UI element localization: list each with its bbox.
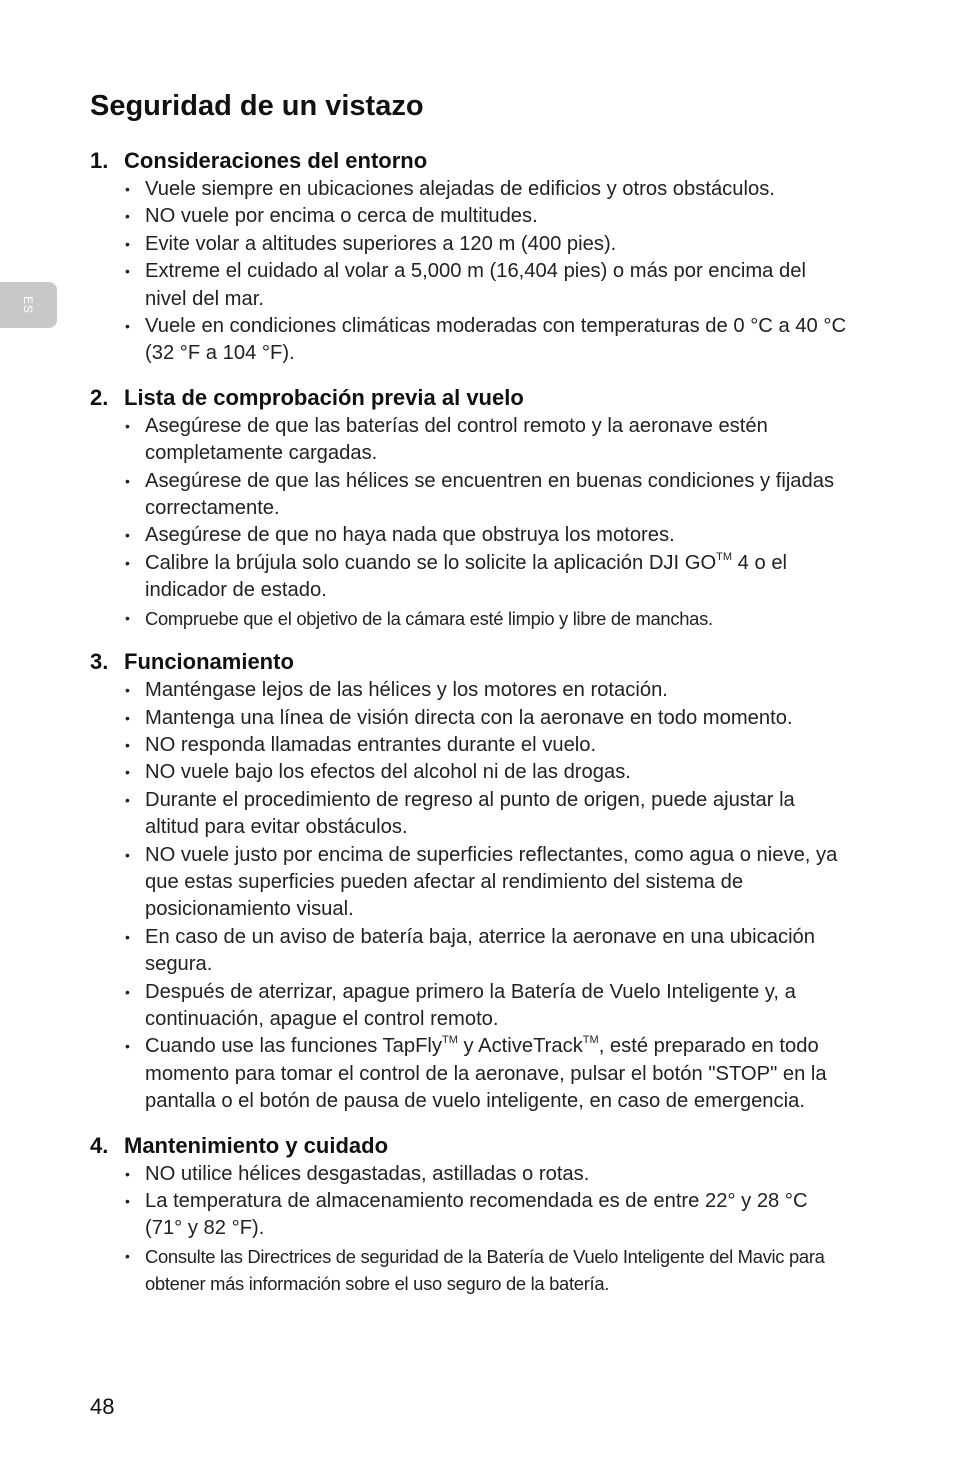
item-text: Calibre la brújula solo cuando se lo solicite la aplicación DJI GO: [145, 551, 717, 574]
list-item: • Después de aterrizar, apague primero la Batería de Vuelo Inteligente y, a continuación, apague el control remoto.: [125, 979, 850, 1034]
list-item: • Asegúrese de que no haya nada que obstruya los motores.: [125, 522, 850, 549]
section-title: Lista de comprobación previa al vuelo: [124, 384, 524, 410]
list-item: • NO vuele por encima o cerca de multitudes.: [125, 203, 850, 230]
list-item: [125, 1033, 850, 1115]
section-number: 4.: [90, 1132, 109, 1158]
list-item: • Extreme el cuidado al volar a 5,000 m (16,404 pies) o más por encima del nivel del mar.: [125, 258, 850, 313]
item-text: y ActiveTrack: [457, 1035, 583, 1058]
section-heading: [90, 1131, 850, 1161]
list-item: • Compruebe que el objetivo de la cámara esté limpio y libre de manchas.: [125, 605, 850, 632]
list-item: • NO responda llamadas entrantes durante el vuelo.: [125, 732, 850, 759]
list-item: • Mantenga una línea de visión directa con la aeronave en todo momento.: [125, 705, 850, 732]
list-item: • NO utilice hélices desgastadas, astilladas o rotas.: [125, 1161, 850, 1188]
list-item: • Durante el procedimiento de regreso al punto de origen, puede ajustar la altitud para evitar obstáculos.: [125, 787, 850, 842]
section-heading: [90, 647, 850, 677]
language-tab: [0, 282, 57, 328]
bullet-list: [90, 677, 850, 1116]
section-title: Funcionamiento: [124, 649, 294, 675]
list-item: • En caso de un aviso de batería baja, aterrice la aeronave en una ubicación segura.: [125, 924, 850, 979]
trademark-mark: TM: [716, 550, 733, 563]
trademark-mark: TM: [442, 1034, 458, 1047]
list-item: • Consulte las Directrices de seguridad de la Batería de Vuelo Inteligente del Mavic para obtener más información sobre el uso seguro de la batería.: [125, 1243, 850, 1298]
page-title: Seguridad de un vistazo: [90, 90, 424, 122]
item-text: 4 o el indicador de estado.: [145, 551, 788, 602]
language-tab-label: ES: [21, 295, 36, 315]
list-item: • Asegúrese de que las hélices se encuentren en buenas condiciones y fijadas correctamente.: [125, 468, 850, 523]
list-item: • Vuele en condiciones climáticas moderadas con temperaturas de 0 °C a 40 °C (32 °F a 104 °F).: [125, 313, 850, 368]
safety-content: [90, 146, 850, 1313]
list-item: • La temperatura de almacenamiento recomendada es de entre 22° y 28 °C (71° y 82 °F).: [125, 1188, 850, 1243]
list-item: • Manténgase lejos de las hélices y los motores en rotación.: [125, 677, 850, 704]
section-number: 3.: [90, 649, 109, 675]
section-title: Mantenimiento y cuidado: [124, 1132, 389, 1158]
section-maintenance: [90, 1131, 850, 1298]
item-text: , esté preparado en todo momento para tomar el control de la aeronave, pulsar el botón "STOP" en la pantalla o el botón de pausa de vuelo inteligente, en caso de emergencia.: [145, 1035, 827, 1113]
list-item: • NO vuele bajo los efectos del alcohol ni de las drogas.: [125, 759, 850, 786]
section-number: 2.: [90, 384, 109, 410]
section-environment: [90, 146, 850, 368]
bullet-list: [90, 176, 850, 368]
section-operation: [90, 647, 850, 1116]
list-item: • Vuele siempre en ubicaciones alejadas de edificios y otros obstáculos.: [125, 176, 850, 203]
bullet-list: [90, 1161, 850, 1298]
section-title: Consideraciones del entorno: [124, 148, 428, 173]
section-heading: [90, 146, 850, 176]
list-item: • Evite volar a altitudes superiores a 120 m (400 pies).: [125, 231, 850, 258]
list-item: • Asegúrese de que las baterías del control remoto y la aeronave estén completamente cargadas.: [125, 413, 850, 468]
page-number: 48: [90, 1394, 115, 1419]
section-number: 1.: [90, 148, 109, 173]
item-text: Cuando use las funciones TapFly: [145, 1035, 443, 1058]
section-heading: [90, 383, 850, 413]
bullet-list: [90, 413, 850, 632]
section-preflight-checklist: [90, 383, 850, 632]
trademark-mark: TM: [582, 1034, 599, 1047]
list-item: • NO vuele justo por encima de superficies reflectantes, como agua o nieve, ya que estas superficies pueden afectar al rendimiento del sistema de posicionamiento visual.: [125, 842, 850, 924]
list-item: [125, 550, 850, 605]
